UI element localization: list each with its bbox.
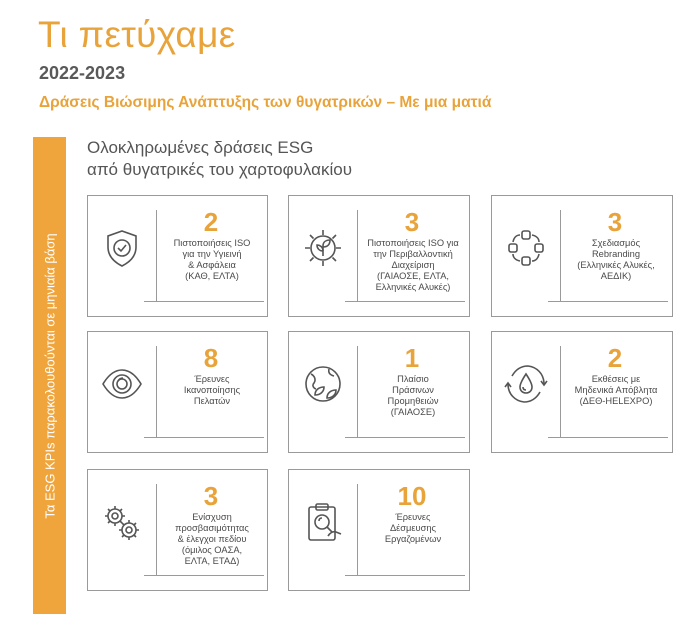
globe-leaf-icon — [301, 362, 345, 406]
water-drop-cycle-icon — [504, 362, 548, 406]
card-rebranding — [491, 195, 673, 317]
card-green-procurement — [288, 331, 470, 453]
kpi-sidebar-bar — [33, 137, 66, 614]
card-divider-horizontal — [345, 437, 465, 438]
section-heading — [87, 137, 352, 181]
card-divider-vertical — [560, 346, 561, 438]
card-divider-vertical — [357, 484, 358, 576]
page-title: Τι πετύχαμε — [38, 14, 236, 55]
gears-icon — [100, 500, 144, 544]
clipboard-magnifier-icon — [301, 500, 345, 544]
card-divider-horizontal — [345, 575, 465, 576]
card-value: 8 — [203, 343, 219, 373]
card-divider-horizontal — [144, 437, 264, 438]
card-divider-horizontal — [144, 575, 264, 576]
card-description: Πιστοποιήσεις ISO για την Υγιεινή & Ασφάλεια (ΚΑΘ, ΕΛΤΑ) — [173, 238, 251, 281]
card-description: Εκθέσεις με Μηδενικά Απόβλητα (ΔΕΘ-HELEXPO) — [574, 374, 658, 406]
card-divider-horizontal — [548, 301, 668, 302]
card-value: 2 — [203, 207, 219, 237]
card-description: Έρευνες Δέσμευσης Εργαζομένων — [384, 512, 442, 544]
rebranding-icon — [504, 226, 548, 270]
card-divider-horizontal — [144, 301, 264, 302]
card-description: Ενίσχυση προσβασιμότητας & έλεγχοι πεδίου (όμιλος ΟΑΣΑ, ΕΛΤΑ, ΕΤΑΔ) — [175, 512, 249, 566]
card-value: 2 — [607, 343, 623, 373]
card-value: 3 — [404, 207, 420, 237]
card-divider-horizontal — [548, 437, 668, 438]
gear-leaf-icon — [301, 226, 345, 270]
card-iso-health-safety — [87, 195, 268, 317]
card-zero-waste-exhibitions — [491, 331, 673, 453]
card-description: Πλαίσιο Πράσινων Προμηθειών (ΓΑΙΑΟΣΕ) — [387, 374, 439, 417]
card-description: Πιστοποιήσεις ISO για την Περιβαλλοντική Διαχείριση (ΓΑΙΑΟΣΕ, ΕΛΤΑ, Ελληνικές Αλυκές) — [367, 238, 459, 292]
section-heading-line-2: από θυγατρικές του χαρτοφυλακίου — [87, 160, 352, 179]
card-divider-horizontal — [345, 301, 465, 302]
card-value: 10 — [397, 481, 427, 511]
page-years: 2022-2023 — [39, 63, 126, 83]
card-iso-environment — [288, 195, 470, 317]
page-subtitle: Δράσεις Βιώσιμης Ανάπτυξης των θυγατρικών – Με μια ματιά — [39, 94, 492, 111]
card-divider-vertical — [156, 346, 157, 438]
card-divider-vertical — [357, 346, 358, 438]
card-value: 1 — [404, 343, 420, 373]
section-heading-line-1: Ολοκληρωμένες δράσεις ESG — [87, 138, 314, 157]
card-accessibility — [87, 469, 268, 591]
card-divider-vertical — [560, 210, 561, 302]
card-divider-vertical — [156, 210, 157, 302]
card-value: 3 — [203, 481, 219, 511]
shield-check-icon — [100, 226, 144, 270]
card-description: Σχεδιασμός Rebranding (Ελληνικές Αλυκές, ΑΕΔΙΚ) — [577, 238, 655, 281]
card-divider-vertical — [156, 484, 157, 576]
card-customer-surveys — [87, 331, 268, 453]
card-divider-vertical — [357, 210, 358, 302]
card-value: 3 — [607, 207, 623, 237]
kpi-sidebar-text: Τα ESG KPIs παρακολουθούνται σε μηνιαία βάση — [42, 232, 57, 519]
card-employee-engagement — [288, 469, 470, 591]
card-description: Έρευνες Ικανοποίησης Πελατών — [183, 374, 241, 406]
eye-icon — [100, 362, 144, 406]
